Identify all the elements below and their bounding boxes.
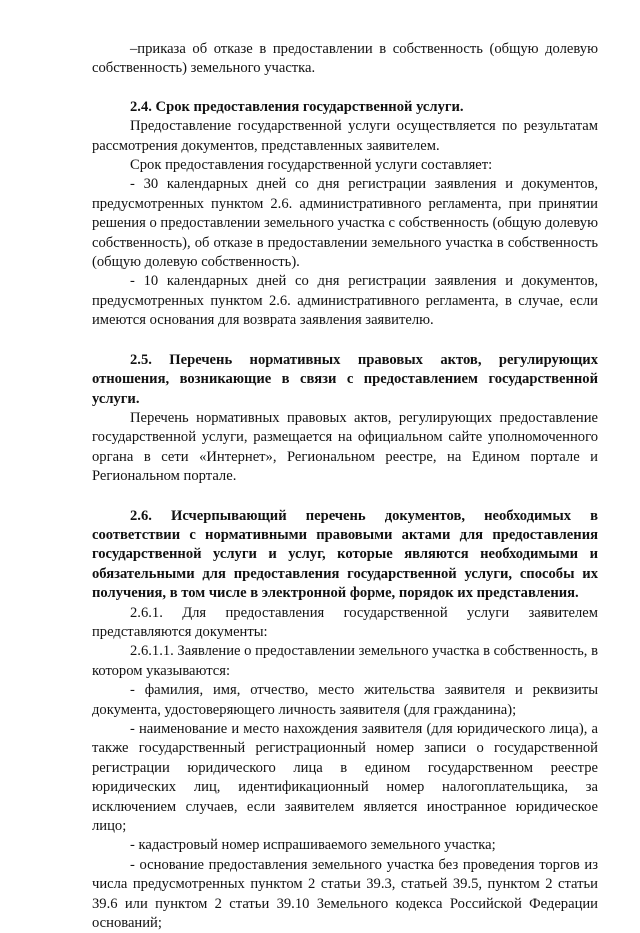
list-item: - наименование и место нахождения заявителя (для юридического лица), а также государственный регистрационный номер записи о государственной регистрации юридического лица в едином государственном реестре юридических лиц, идентификационный номер налогоплательщика, за исключением случаев, если заявителем является иностранное юридическое лицо; <box>92 721 598 835</box>
section-heading: 2.6. Исчерпывающий перечень документов, необходимых в соответствии с нормативными правовыми актами для предоставления государственной услуги и услуг, которые являются необходимыми и обязательными для предоставления государственной услуги, способы их получения, в том числе в электронной форме, порядок их представления. <box>92 507 598 602</box>
paragraph: Предоставление государственной услуги осуществляется по результатам рассмотрения документов, представленных заявителем. <box>92 118 598 154</box>
paragraph: –приказа об отказе в предоставлении в собственность (общую долевую собственность) земельного участка. <box>92 41 598 77</box>
document-page <box>92 40 598 933</box>
list-item: - кадастровый номер испрашиваемого земельного участка; <box>130 837 496 854</box>
paragraph: Перечень нормативных правовых актов, регулирующих предоставление государственной услуги, размещается на официальном сайте уполномоченного органа в сети «Интернет», Региональном реестре, на Едином портале и Региональном портале. <box>92 409 598 485</box>
paragraph: 2.6.1.1. Заявление о предоставлении земельного участка в собственность, в котором указываются: <box>92 643 598 679</box>
paragraph: 2.6.1. Для предоставления государственной услуги заявителем представляются документы: <box>92 604 598 640</box>
list-item: - фамилия, имя, отчество, место жительства заявителя и реквизиты документа, удостоверяющего личность заявителя (для гражданина); <box>92 682 598 718</box>
list-item: - 30 календарных дней со дня регистрации заявления и документов, предусмотренных пунктом 2.6. административного регламента, при принятии решения о предоставлении земельного участка с собственность (общую долевую собственность), об отказе в предоставлении земельного участка в собственность (общую долевую собственность). <box>92 176 598 271</box>
list-item: - основание предоставления земельного участка без проведения торгов из числа предусмотренных пунктом 2 статьи 39.3, статьей 39.5, пунктом 2 статьи 39.6 или пунктом 2 статьи 39.10 Земельного кодекса Российской Федерации оснований; <box>92 856 598 932</box>
section-heading: 2.5. Перечень нормативных правовых актов, регулирующих отношения, возникающие в связи с предоставлением государственной услуги. <box>92 351 598 407</box>
list-item: - 10 календарных дней со дня регистрации заявления и документов, предусмотренных пунктом 2.6. административного регламента, в случае, если имеются основания для возврата заявления заявителю. <box>92 273 598 329</box>
section-heading: 2.4. Срок предоставления государственной услуги. <box>130 98 464 115</box>
paragraph: Срок предоставления государственной услуги составляет: <box>130 157 493 174</box>
